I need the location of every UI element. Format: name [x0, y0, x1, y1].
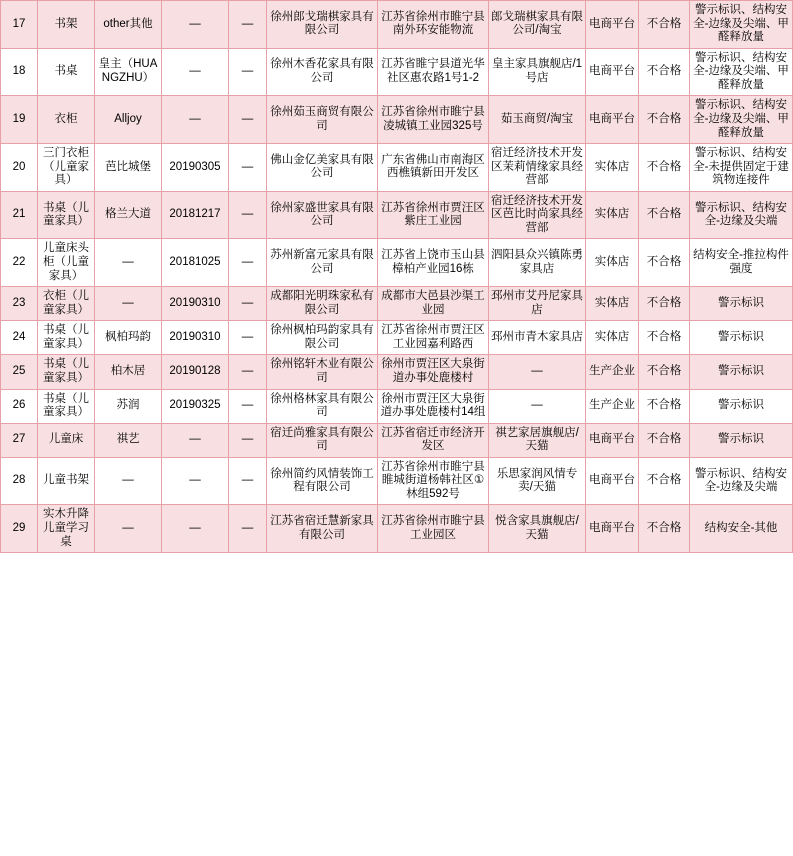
cell-inspection-result: 不合格: [639, 239, 690, 287]
cell-production-date: —: [229, 191, 267, 239]
cell-manufacturer: 江苏省宿迁慧新家具有限公司: [267, 505, 378, 553]
cell-failed-items: 警示标识: [690, 321, 793, 355]
table-row: [1, 144, 793, 192]
cell-manufacturer-address: 成都市大邑县沙渠工业园: [378, 287, 489, 321]
cell-inspection-result: 不合格: [639, 389, 690, 423]
cell-inspection-result: 不合格: [639, 321, 690, 355]
cell-serial-number: 19: [1, 96, 38, 144]
cell-failed-items: 警示标识、结构安全-边缘及尖端、甲醛释放量: [690, 1, 793, 49]
cell-specification: 20190310: [162, 321, 229, 355]
cell-serial-number: 21: [1, 191, 38, 239]
table-row: [1, 48, 793, 96]
cell-manufacturer: 徐州枫柏玛韵家具有限公司: [267, 321, 378, 355]
cell-serial-number: 22: [1, 239, 38, 287]
cell-specification: 20181025: [162, 239, 229, 287]
cell-manufacturer-address: 徐州市贾汪区大泉街道办事处鹿楼村: [378, 355, 489, 389]
cell-manufacturer: 徐州木香花家具有限公司: [267, 48, 378, 96]
cell-serial-number: 27: [1, 423, 38, 457]
cell-product-name: 书桌（儿童家具）: [38, 389, 95, 423]
cell-sampling-place: 电商平台: [586, 48, 639, 96]
cell-product-name: 书桌: [38, 48, 95, 96]
cell-sampled-unit: 悦含家具旗舰店/天猫: [489, 505, 586, 553]
cell-manufacturer: 徐州郎戈瑞棋家具有限公司: [267, 1, 378, 49]
cell-sampled-unit: 茹玉商贸/淘宝: [489, 96, 586, 144]
cell-serial-number: 29: [1, 505, 38, 553]
cell-brand: 格兰大道: [95, 191, 162, 239]
cell-product-name: 衣柜: [38, 96, 95, 144]
table-row: [1, 1, 793, 49]
cell-specification: 20181217: [162, 191, 229, 239]
cell-sampling-place: 实体店: [586, 144, 639, 192]
cell-failed-items: 警示标识、结构安全-边缘及尖端: [690, 191, 793, 239]
cell-production-date: —: [229, 355, 267, 389]
cell-brand: 柏木居: [95, 355, 162, 389]
cell-manufacturer: 徐州家盛世家具有限公司: [267, 191, 378, 239]
table-row: [1, 457, 793, 505]
cell-serial-number: 20: [1, 144, 38, 192]
cell-serial-number: 18: [1, 48, 38, 96]
cell-inspection-result: 不合格: [639, 457, 690, 505]
cell-inspection-result: 不合格: [639, 1, 690, 49]
cell-product-name: 衣柜（儿童家具）: [38, 287, 95, 321]
table-row: [1, 321, 793, 355]
cell-specification: 20190128: [162, 355, 229, 389]
cell-specification: —: [162, 96, 229, 144]
cell-specification: —: [162, 1, 229, 49]
cell-brand: 祺艺: [95, 423, 162, 457]
cell-manufacturer-address: 江苏省徐州市睢宁县凌城镇工业园325号: [378, 96, 489, 144]
cell-specification: 20190310: [162, 287, 229, 321]
cell-brand: other其他: [95, 1, 162, 49]
cell-sampled-unit: 泗阳县众兴镇陈勇家具店: [489, 239, 586, 287]
cell-production-date: —: [229, 505, 267, 553]
cell-inspection-result: 不合格: [639, 505, 690, 553]
cell-manufacturer-address: 徐州市贾汪区大泉街道办事处鹿楼村14组: [378, 389, 489, 423]
cell-manufacturer-address: 江苏省徐州市睢宁县工业园区: [378, 505, 489, 553]
table-body: [1, 1, 793, 553]
cell-production-date: —: [229, 48, 267, 96]
cell-manufacturer-address: 广东省佛山市南海区西樵镇新田开发区: [378, 144, 489, 192]
cell-sampled-unit: 邳州市艾丹尼家具店: [489, 287, 586, 321]
cell-failed-items: 警示标识、结构安全-边缘及尖端: [690, 457, 793, 505]
cell-serial-number: 28: [1, 457, 38, 505]
cell-manufacturer-address: 江苏省徐州市睢宁县睢城街道杨韩社区①林组592号: [378, 457, 489, 505]
cell-brand: 芭比城堡: [95, 144, 162, 192]
cell-specification: —: [162, 505, 229, 553]
table-row: [1, 355, 793, 389]
cell-sampled-unit: —: [489, 355, 586, 389]
cell-product-name: 实木升降儿童学习桌: [38, 505, 95, 553]
cell-manufacturer: 佛山金亿美家具有限公司: [267, 144, 378, 192]
cell-failed-items: 警示标识: [690, 355, 793, 389]
cell-manufacturer: 成都阳光明珠家私有限公司: [267, 287, 378, 321]
cell-serial-number: 25: [1, 355, 38, 389]
table-row: [1, 96, 793, 144]
cell-brand: 枫柏玛韵: [95, 321, 162, 355]
cell-manufacturer-address: 江苏省徐州市睢宁县南外环安能物流: [378, 1, 489, 49]
table-row: [1, 389, 793, 423]
cell-specification: 20190305: [162, 144, 229, 192]
cell-product-name: 书架: [38, 1, 95, 49]
cell-manufacturer: 徐州简约风情装饰工程有限公司: [267, 457, 378, 505]
cell-sampling-place: 电商平台: [586, 505, 639, 553]
cell-sampling-place: 电商平台: [586, 1, 639, 49]
cell-brand: —: [95, 457, 162, 505]
cell-serial-number: 17: [1, 1, 38, 49]
table-row: [1, 287, 793, 321]
cell-manufacturer: 徐州铭轩木业有限公司: [267, 355, 378, 389]
cell-manufacturer: 宿迁尚雅家具有限公司: [267, 423, 378, 457]
cell-manufacturer-address: 江苏省上饶市玉山县樟柏产业园16栋: [378, 239, 489, 287]
cell-product-name: 儿童书架: [38, 457, 95, 505]
cell-manufacturer-address: 江苏省宿迁市经济开发区: [378, 423, 489, 457]
table-row: [1, 423, 793, 457]
cell-production-date: —: [229, 239, 267, 287]
cell-specification: —: [162, 423, 229, 457]
cell-sampling-place: 生产企业: [586, 355, 639, 389]
cell-inspection-result: 不合格: [639, 355, 690, 389]
cell-failed-items: 警示标识、结构安全-未提供固定于建筑物连接件: [690, 144, 793, 192]
cell-brand: —: [95, 505, 162, 553]
cell-inspection-result: 不合格: [639, 144, 690, 192]
cell-production-date: —: [229, 144, 267, 192]
cell-inspection-result: 不合格: [639, 96, 690, 144]
cell-manufacturer: 徐州格林家具有限公司: [267, 389, 378, 423]
cell-failed-items: 警示标识: [690, 423, 793, 457]
cell-product-name: 儿童床头柜（儿童家具）: [38, 239, 95, 287]
cell-failed-items: 警示标识: [690, 287, 793, 321]
table-row: [1, 505, 793, 553]
cell-brand: 苏润: [95, 389, 162, 423]
cell-sampling-place: 生产企业: [586, 389, 639, 423]
cell-sampled-unit: —: [489, 389, 586, 423]
cell-production-date: —: [229, 423, 267, 457]
cell-manufacturer-address: 江苏省徐州市贾汪区工业园嘉利路西: [378, 321, 489, 355]
cell-brand: 皇主（HUANGZHU）: [95, 48, 162, 96]
cell-inspection-result: 不合格: [639, 423, 690, 457]
cell-sampling-place: 电商平台: [586, 457, 639, 505]
cell-manufacturer: 徐州茹玉商贸有限公司: [267, 96, 378, 144]
cell-production-date: —: [229, 96, 267, 144]
cell-inspection-result: 不合格: [639, 287, 690, 321]
cell-sampled-unit: 宿迁经济技术开发区芭比时尚家具经营部: [489, 191, 586, 239]
cell-product-name: 书桌（儿童家具）: [38, 321, 95, 355]
cell-product-name: 书桌（儿童家具）: [38, 191, 95, 239]
cell-serial-number: 26: [1, 389, 38, 423]
cell-sampled-unit: 邳州市青木家具店: [489, 321, 586, 355]
cell-sampled-unit: 宿迁经济技术开发区茉莉情缘家具经营部: [489, 144, 586, 192]
cell-brand: Alljoy: [95, 96, 162, 144]
cell-production-date: —: [229, 1, 267, 49]
cell-sampled-unit: 祺艺家居旗舰店/天猫: [489, 423, 586, 457]
table-row: [1, 191, 793, 239]
cell-product-name: 三门衣柜（儿童家具）: [38, 144, 95, 192]
cell-failed-items: 结构安全-其他: [690, 505, 793, 553]
cell-failed-items: 警示标识、结构安全-边缘及尖端、甲醛释放量: [690, 96, 793, 144]
cell-manufacturer-address: 江苏省徐州市贾汪区紫庄工业园: [378, 191, 489, 239]
cell-production-date: —: [229, 389, 267, 423]
cell-specification: —: [162, 48, 229, 96]
cell-sampling-place: 实体店: [586, 287, 639, 321]
cell-manufacturer: 苏州新富元家具有限公司: [267, 239, 378, 287]
cell-serial-number: 24: [1, 321, 38, 355]
cell-failed-items: 结构安全-推拉构件强度: [690, 239, 793, 287]
cell-sampled-unit: 乐思家润风情专卖/天猫: [489, 457, 586, 505]
cell-failed-items: 警示标识、结构安全-边缘及尖端、甲醛释放量: [690, 48, 793, 96]
cell-inspection-result: 不合格: [639, 48, 690, 96]
cell-sampling-place: 实体店: [586, 191, 639, 239]
cell-production-date: —: [229, 321, 267, 355]
cell-specification: —: [162, 457, 229, 505]
cell-sampling-place: 实体店: [586, 239, 639, 287]
cell-failed-items: 警示标识: [690, 389, 793, 423]
cell-product-name: 书桌（儿童家具）: [38, 355, 95, 389]
cell-manufacturer-address: 江苏省睢宁县道光华社区惠农路1号1-2: [378, 48, 489, 96]
cell-sampling-place: 实体店: [586, 321, 639, 355]
cell-sampling-place: 电商平台: [586, 96, 639, 144]
cell-product-name: 儿童床: [38, 423, 95, 457]
cell-inspection-result: 不合格: [639, 191, 690, 239]
cell-serial-number: 23: [1, 287, 38, 321]
cell-production-date: —: [229, 287, 267, 321]
table-row: [1, 239, 793, 287]
cell-sampled-unit: 郎戈瑞棋家具有限公司/淘宝: [489, 1, 586, 49]
cell-sampling-place: 电商平台: [586, 423, 639, 457]
cell-sampled-unit: 皇主家具旗舰店/1号店: [489, 48, 586, 96]
cell-brand: —: [95, 239, 162, 287]
cell-production-date: —: [229, 457, 267, 505]
cell-brand: —: [95, 287, 162, 321]
cell-specification: 20190325: [162, 389, 229, 423]
